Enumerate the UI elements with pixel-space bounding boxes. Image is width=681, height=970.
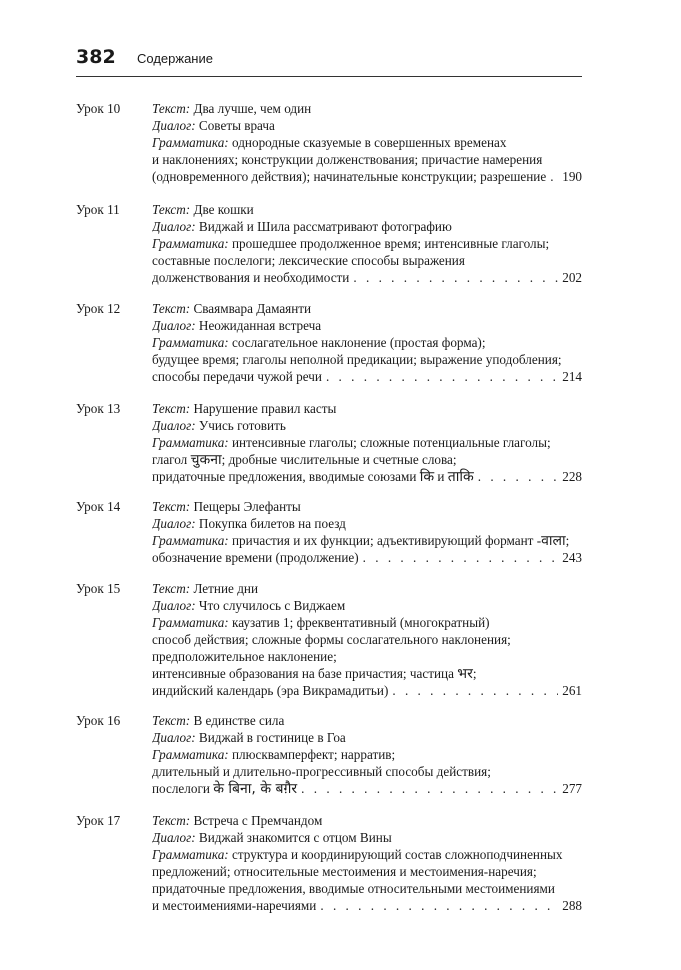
grammar-text: ; bbox=[565, 533, 570, 548]
dialog-label: Диалог: bbox=[152, 118, 196, 133]
page-ref[interactable]: 243 bbox=[562, 550, 582, 565]
lesson-label: Урок 14 bbox=[76, 499, 121, 514]
page-ref[interactable]: 190 bbox=[562, 169, 582, 184]
dot-leader bbox=[478, 468, 559, 485]
dialog-label: Диалог: bbox=[152, 598, 196, 613]
grammar-label: Грамматика: bbox=[152, 135, 229, 150]
grammar-line: составные послелоги; лексические способы выражения bbox=[152, 253, 465, 268]
grammar-line: структура и координирующий состав сложноподчиненных bbox=[232, 847, 563, 862]
dialog-label: Диалог: bbox=[152, 318, 196, 333]
lesson-dialog-title: Неожиданная встреча bbox=[198, 318, 322, 333]
devanagari-term: चुकना bbox=[190, 452, 222, 468]
grammar-text: послелоги bbox=[152, 781, 214, 796]
grammar-line: способ действия; сложные формы сослагательного наклонения; bbox=[152, 632, 511, 647]
grammar-text: придаточные предложения, вводимые союзами bbox=[152, 469, 420, 484]
lesson-text-title: Летние дни bbox=[193, 581, 259, 596]
dialog-label: Диалог: bbox=[152, 418, 196, 433]
grammar-line: долженствования и необходимости bbox=[152, 270, 350, 285]
page-ref[interactable]: 288 bbox=[562, 898, 582, 913]
dot-leader bbox=[363, 549, 559, 566]
grammar-line: предположительное наклонение; bbox=[152, 649, 337, 664]
grammar-line: будущее время; глаголы неполной предикации; выражение уподобления; bbox=[152, 352, 562, 367]
lesson-dialog-title: Виджай и Шила рассматривают фотографию bbox=[198, 219, 452, 234]
dialog-label: Диалог: bbox=[152, 830, 196, 845]
lesson-text-title: Встреча с Премчандом bbox=[193, 813, 323, 828]
grammar-label: Грамматика: bbox=[152, 236, 229, 251]
lesson-text-title: Нарушение правил касты bbox=[193, 401, 337, 416]
lesson-dialog-title: Виджай знакомится с отцом Вины bbox=[198, 830, 392, 845]
page-ref[interactable]: 202 bbox=[562, 270, 582, 285]
grammar-line: и наклонениях; конструкции долженствования; причастие намерения bbox=[152, 152, 543, 167]
lesson-dialog-title: Виджай в гостинице в Гоа bbox=[198, 730, 346, 745]
dialog-label: Диалог: bbox=[152, 516, 196, 531]
lesson-text-title: В единстве сила bbox=[193, 713, 285, 728]
lesson-dialog-title: Что случилось с Виджаем bbox=[198, 598, 346, 613]
lesson-dialog-title: Советы врача bbox=[198, 118, 275, 133]
text-label: Текст: bbox=[152, 581, 191, 596]
grammar-text: причастия и их функции; адъективирующий формант - bbox=[232, 533, 542, 548]
lesson-text-title: Два лучше, чем один bbox=[193, 101, 312, 116]
page-header bbox=[76, 46, 582, 76]
grammar-label: Грамматика: bbox=[152, 435, 229, 450]
grammar-label: Грамматика: bbox=[152, 335, 229, 350]
lesson-label: Урок 11 bbox=[76, 202, 120, 217]
text-label: Текст: bbox=[152, 813, 191, 828]
grammar-line: способы передачи чужой речи bbox=[152, 369, 322, 384]
devanagari-term: के बिना, के बग़ैर bbox=[213, 781, 298, 797]
grammar-line: предложений; относительные местоимения и местоимения-наречия; bbox=[152, 864, 537, 879]
lesson-label: Урок 16 bbox=[76, 713, 121, 728]
text-label: Текст: bbox=[152, 401, 191, 416]
grammar-line: плюсквамперфект; нарратив; bbox=[232, 747, 396, 762]
dot-leader bbox=[301, 780, 558, 797]
grammar-line: длительный и длительно-прогрессивный способы действия; bbox=[152, 764, 491, 779]
grammar-label: Грамматика: bbox=[152, 533, 229, 548]
dot-leader bbox=[550, 168, 558, 185]
lesson-label: Урок 13 bbox=[76, 401, 121, 416]
lesson-label: Урок 10 bbox=[76, 101, 121, 116]
page-ref[interactable]: 261 bbox=[562, 683, 582, 698]
dot-leader bbox=[326, 368, 558, 385]
header-rule bbox=[76, 76, 582, 77]
text-label: Текст: bbox=[152, 713, 191, 728]
text-label: Текст: bbox=[152, 101, 191, 116]
page-number: 382 bbox=[76, 46, 116, 68]
lesson-dialog-title: Учись готовить bbox=[198, 418, 286, 433]
grammar-line: придаточные предложения, вводимые относительными местоимениями bbox=[152, 881, 555, 896]
dot-leader bbox=[353, 269, 558, 286]
devanagari-term: ताकि bbox=[447, 469, 474, 485]
dot-leader bbox=[392, 682, 558, 699]
grammar-text: ; bbox=[472, 666, 477, 681]
lesson-text-title: Сваямвара Дамаянти bbox=[193, 301, 312, 316]
page-ref[interactable]: 214 bbox=[562, 369, 582, 384]
grammar-label: Грамматика: bbox=[152, 847, 229, 862]
dialog-label: Диалог: bbox=[152, 219, 196, 234]
grammar-line: однородные сказуемые в совершенных временах bbox=[232, 135, 507, 150]
grammar-line: (одновременного действия); начинательные конструкции; разрешение bbox=[152, 169, 547, 184]
grammar-label: Грамматика: bbox=[152, 615, 229, 630]
lesson-label: Урок 15 bbox=[76, 581, 121, 596]
grammar-line: индийский календарь (эра Викрамадитьи) bbox=[152, 683, 389, 698]
devanagari-term: वाला bbox=[541, 533, 566, 549]
grammar-text: глагол bbox=[152, 452, 191, 467]
lesson-text-title: Две кошки bbox=[193, 202, 254, 217]
grammar-line: интенсивные глаголы; сложные потенциальные глаголы; bbox=[232, 435, 551, 450]
grammar-text: и bbox=[434, 469, 448, 484]
lesson-label: Урок 17 bbox=[76, 813, 121, 828]
grammar-text: ; дробные числительные и счетные слова; bbox=[221, 452, 457, 467]
lesson-label: Урок 12 bbox=[76, 301, 121, 316]
grammar-line: прошедшее продолженное время; интенсивные глаголы; bbox=[232, 236, 550, 251]
lesson-text-title: Пещеры Элефанты bbox=[193, 499, 301, 514]
dialog-label: Диалог: bbox=[152, 730, 196, 745]
section-title: Содержание bbox=[137, 51, 213, 66]
devanagari-term: भर bbox=[457, 666, 473, 682]
grammar-label: Грамматика: bbox=[152, 747, 229, 762]
text-label: Текст: bbox=[152, 499, 191, 514]
page-ref[interactable]: 228 bbox=[562, 469, 582, 484]
dot-leader bbox=[320, 897, 558, 914]
text-label: Текст: bbox=[152, 301, 191, 316]
grammar-line: сослагательное наклонение (простая форма); bbox=[232, 335, 486, 350]
grammar-line: и местоимениями-наречиями bbox=[152, 898, 317, 913]
grammar-line: каузатив 1; фреквентативный (многократный) bbox=[232, 615, 490, 630]
grammar-line: обозначение времени (продолжение) bbox=[152, 550, 359, 565]
page-ref[interactable]: 277 bbox=[562, 781, 582, 796]
grammar-text: интенсивные образования на базе причастия; частица bbox=[152, 666, 458, 681]
text-label: Текст: bbox=[152, 202, 191, 217]
lesson-dialog-title: Покупка билетов на поезд bbox=[198, 516, 346, 531]
devanagari-term: कि bbox=[419, 469, 435, 485]
